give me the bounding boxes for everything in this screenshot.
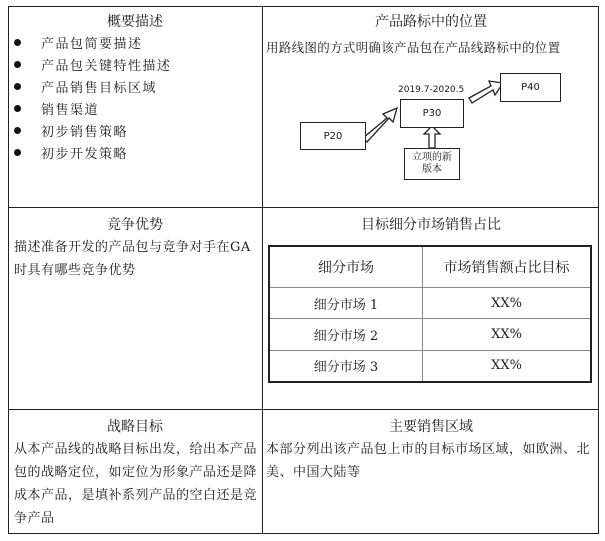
share-cell: XX% xyxy=(423,288,592,319)
roadmap-node-p30: P30 xyxy=(400,99,464,128)
list-item: 产品包简要描述 xyxy=(14,34,172,56)
roadmap-period: 2019.7-2020.5 xyxy=(398,85,465,95)
region-title: 主要销售区域 xyxy=(389,419,473,435)
table-row xyxy=(269,288,591,319)
list-item: 初步销售策略 xyxy=(14,122,172,144)
share-cell: XX% xyxy=(423,319,592,350)
bullet-icon xyxy=(14,83,21,90)
roadmap-description: 用路线图的方式明确该产品包在产品线路标中的位置 xyxy=(266,40,561,55)
list-item: 销售渠道 xyxy=(14,100,172,122)
list-item: 产品包关键特性描述 xyxy=(14,56,172,78)
strategy-title: 战略目标 xyxy=(107,419,163,435)
bullet-icon xyxy=(14,127,21,134)
row-divider-2 xyxy=(8,409,599,410)
list-item: 产品销售目标区域 xyxy=(14,78,172,100)
row-divider-1 xyxy=(8,207,599,208)
strategy-text: 从本产品线的战略目标出发，给出本产品包的战略定位，如定位为形象产品还是降成本产品，是填补系列产品的空白还是竞争产品 xyxy=(14,442,258,526)
header-segment: 细分市场 xyxy=(269,246,423,288)
share-cell: XX% xyxy=(423,350,592,382)
competitive-text: 描述准备开发的产品包与竞争对手在GA时具有哪些竞争优势 xyxy=(14,240,251,278)
roadmap-node-p20: P20 xyxy=(300,122,366,150)
bullet-icon xyxy=(14,149,21,156)
roadmap-title: 产品路标中的位置 xyxy=(375,14,487,30)
competitive-title: 竞争优势 xyxy=(107,217,163,233)
table-row xyxy=(269,319,591,350)
segment-cell: 细分市场 3 xyxy=(269,350,423,382)
table-row xyxy=(269,350,591,382)
roadmap-new-version: 立项的新版本 xyxy=(404,148,460,180)
segment-title: 目标细分市场销售占比 xyxy=(361,217,501,233)
arrow-icon xyxy=(363,108,397,142)
list-item: 初步开发策略 xyxy=(14,144,172,166)
arrow-icon xyxy=(469,81,503,103)
up-arrow-icon xyxy=(424,126,440,148)
overview-title: 概要描述 xyxy=(107,14,163,30)
segment-table xyxy=(268,245,592,383)
bullet-icon xyxy=(14,61,21,68)
bullet-icon xyxy=(14,105,21,112)
segment-cell: 细分市场 2 xyxy=(269,319,423,350)
overview-list xyxy=(14,34,172,166)
table-header-row xyxy=(269,246,591,288)
header-share: 市场销售额占比目标 xyxy=(423,246,592,288)
region-text: 本部分列出该产品包上市的目标市场区域，如欧洲、北美、中国大陆等 xyxy=(266,442,591,480)
roadmap-node-p40: P40 xyxy=(500,73,561,102)
segment-cell: 细分市场 1 xyxy=(269,288,423,319)
bullet-icon xyxy=(14,39,21,46)
